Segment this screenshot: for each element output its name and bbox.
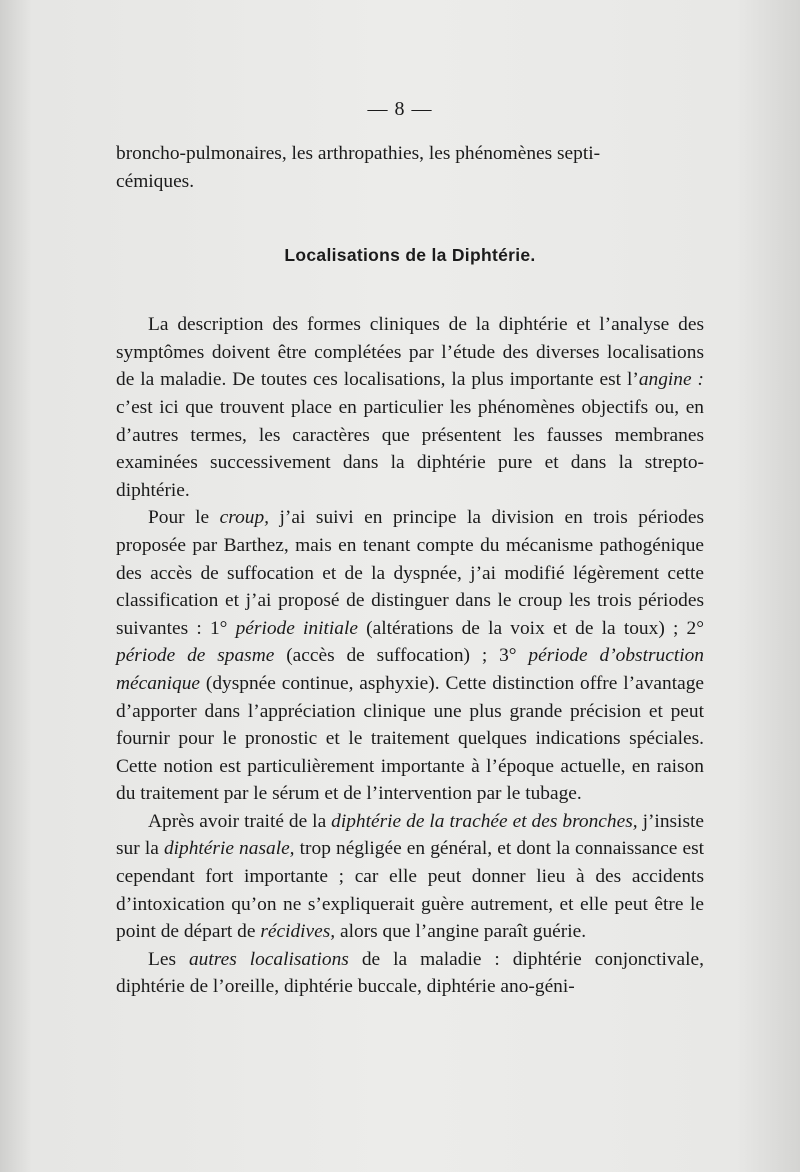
p2-emphasis-obstruction: période d’obstruction mécanique <box>116 645 704 694</box>
p3-text-d: alors que l’angine paraît guérie. <box>335 921 587 943</box>
paragraph-autres <box>116 946 704 1001</box>
p2-text-c: (altérations de la voix et de la toux) ; 2° <box>357 617 705 639</box>
p2-emphasis-initiale: période initiale <box>235 617 358 639</box>
body-text <box>116 140 704 1001</box>
paragraph-croup <box>116 504 704 808</box>
p3-emphasis-recidives: récidives, <box>260 921 336 943</box>
p2-emphasis-spasme: période de spasme <box>116 645 275 667</box>
page-number: — 8 — <box>367 98 433 120</box>
p2-emphasis-croup: croup, <box>219 507 270 529</box>
p4-text-b: de la maladie : diphtérie conjonctivale, diphtérie de l’oreille, diphtérie buccale, diphtérie ano-géni- <box>116 948 704 998</box>
p1-text: La description des formes cliniques de la diphtérie et l’analyse des symptômes doivent être complétées par l’étude des diverses localisations de la maladie. De toutes ces localisations, la plus importante est l’ <box>116 314 704 391</box>
continued-paragraph <box>116 140 704 195</box>
continued-line-2: cémiques. <box>116 170 195 192</box>
p1-emphasis: angine : <box>638 369 704 391</box>
p3-text-c: trop négligée en général, et dont la connaissance est cependant fort importante ; car elle peut donner lieu à des accidents d’intoxication qu’on ne s’expliquerait guère autrement, et elle peut être le point de départ de <box>116 838 705 943</box>
p2-text-a: Pour le <box>148 507 220 529</box>
p2-text-d: (accès de suffocation) ; 3° <box>274 645 529 667</box>
paragraph-angine <box>116 311 704 504</box>
paragraph-nasale <box>116 808 704 946</box>
p3-emphasis-trachee: diphtérie de la trachée et des bronches, <box>331 810 638 832</box>
p3-emphasis-nasale: diphtérie nasale, <box>163 838 295 860</box>
p3-text-a: Après avoir traité de la <box>148 810 332 832</box>
section-heading: Localisations de la Diphtérie. <box>284 245 536 266</box>
p4-text-a: Les <box>148 948 189 970</box>
continued-line-1: broncho-pulmonaires, les arthropathies, les phénomènes septi- <box>116 143 601 164</box>
p2-text-e: (dyspnée continue, asphyxie). Cette distinction offre l’avantage d’apporter dans l’appréciation clinique une plus grande précision et peut fournir pour le pronostic et le traitement quelques indications spéciales. Cette notion est particulièrement importante à l’époque actuelle, en raison du traitement par le sérum et de l’intervention par le tubage. <box>116 672 704 805</box>
p3-text-b: j’insiste sur la <box>116 810 704 860</box>
p2-text-b: j’ai suivi en principe la division en trois périodes proposée par Barthez, mais en tenant compte du mécanisme pathogénique des accès de suffocation et de la dyspnée, j’ai modifié légèrement cette classification et j’ai proposé de distinguer dans le croup les trois périodes suivantes : 1° <box>116 507 704 639</box>
p4-emphasis-autres: autres localisations <box>188 948 349 970</box>
p1-text-end: c’est ici que trouvent place en particulier les phénomènes objectifs ou, en d’autres termes, les caractères que présentent les fausses membranes examinées successivement dans la diphtérie pure et dans la strepto-diphtérie. <box>116 396 704 501</box>
